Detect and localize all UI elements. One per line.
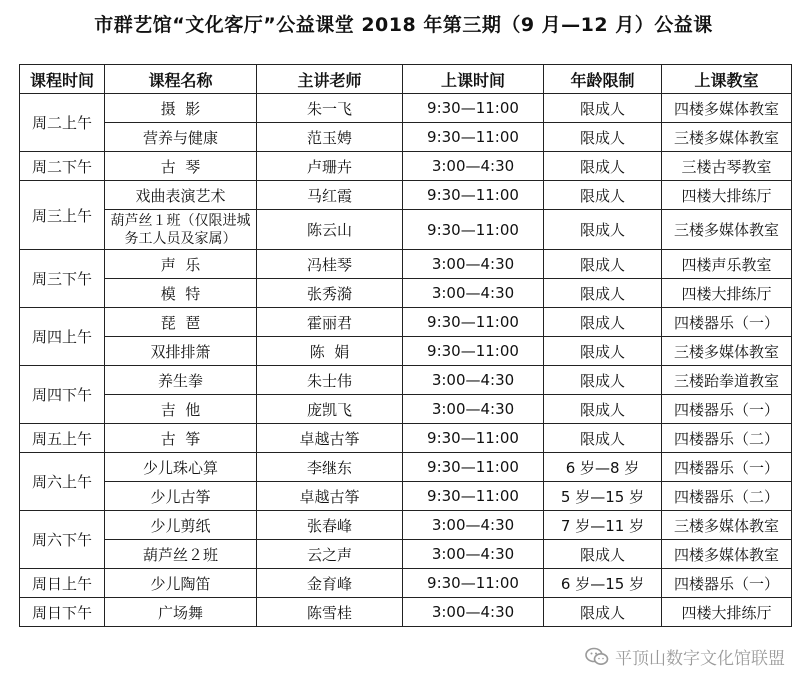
class-time-cell: 9:30—11:00: [403, 337, 544, 366]
course-day-cell: 周六上午: [20, 453, 105, 511]
course-day-cell: 周三下午: [20, 250, 105, 308]
table-row: [20, 210, 792, 250]
watermark: [585, 644, 785, 669]
course-name-cell: 声 乐: [105, 250, 257, 279]
classroom-cell: 四楼器乐（一）: [662, 453, 792, 482]
class-time-cell: 3:00—4:30: [403, 250, 544, 279]
course-day-cell: 周二下午: [20, 152, 105, 181]
teacher-cell: 卓越古筝: [257, 482, 403, 511]
table-row: [20, 511, 792, 540]
table-row: [20, 94, 792, 123]
class-time-cell: 9:30—11:00: [403, 210, 544, 250]
header-cell: 年龄限制: [544, 65, 662, 94]
teacher-cell: 朱一飞: [257, 94, 403, 123]
age-limit-cell: 限成人: [544, 279, 662, 308]
age-limit-cell: 限成人: [544, 395, 662, 424]
header-cell: 主讲老师: [257, 65, 403, 94]
course-name-cell: 琵 琶: [105, 308, 257, 337]
teacher-cell: 张秀漪: [257, 279, 403, 308]
class-time-cell: 9:30—11:00: [403, 308, 544, 337]
class-time-cell: 3:00—4:30: [403, 598, 544, 627]
course-name-cell: 模 特: [105, 279, 257, 308]
table-row: [20, 598, 792, 627]
classroom-cell: 四楼多媒体教室: [662, 540, 792, 569]
header-cell: 课程时间: [20, 65, 105, 94]
classroom-cell: 四楼器乐（一）: [662, 308, 792, 337]
course-day-cell: 周四上午: [20, 308, 105, 366]
teacher-cell: 陈云山: [257, 210, 403, 250]
course-day-cell: 周六下午: [20, 511, 105, 569]
teacher-cell: 卢珊卉: [257, 152, 403, 181]
teacher-cell: 陈雪桂: [257, 598, 403, 627]
course-day-cell: 周日下午: [20, 598, 105, 627]
course-name-cell: 少儿珠心算: [105, 453, 257, 482]
classroom-cell: 三楼多媒体教室: [662, 337, 792, 366]
watermark-text: 平顶山数字文化馆联盟: [615, 649, 785, 669]
age-limit-cell: 限成人: [544, 210, 662, 250]
classroom-cell: 四楼声乐教室: [662, 250, 792, 279]
course-day-cell: 周日上午: [20, 569, 105, 598]
classroom-cell: 四楼器乐（一）: [662, 395, 792, 424]
age-limit-cell: 6 岁—8 岁: [544, 453, 662, 482]
age-limit-cell: 限成人: [544, 250, 662, 279]
classroom-cell: 四楼器乐（一）: [662, 569, 792, 598]
class-time-cell: 9:30—11:00: [403, 482, 544, 511]
age-limit-cell: 限成人: [544, 598, 662, 627]
classroom-cell: 四楼多媒体教室: [662, 94, 792, 123]
age-limit-cell: 限成人: [544, 424, 662, 453]
age-limit-cell: 7 岁—11 岁: [544, 511, 662, 540]
table-row: [20, 395, 792, 424]
course-name-cell: 养生拳: [105, 366, 257, 395]
course-name-cell: 少儿剪纸: [105, 511, 257, 540]
course-name-cell: 吉 他: [105, 395, 257, 424]
age-limit-cell: 限成人: [544, 366, 662, 395]
teacher-cell: 马红霞: [257, 181, 403, 210]
class-time-cell: 3:00—4:30: [403, 511, 544, 540]
teacher-cell: 冯桂琴: [257, 250, 403, 279]
table-header-row: [20, 65, 792, 94]
teacher-cell: 陈 娟: [257, 337, 403, 366]
class-time-cell: 3:00—4:30: [403, 366, 544, 395]
teacher-cell: 朱士伟: [257, 366, 403, 395]
course-day-cell: 周五上午: [20, 424, 105, 453]
teacher-cell: 云之声: [257, 540, 403, 569]
table-row: [20, 366, 792, 395]
age-limit-cell: 限成人: [544, 152, 662, 181]
course-name-cell: 葫芦丝１班（仅限进城务工人员及家属）: [105, 210, 257, 250]
age-limit-cell: 限成人: [544, 308, 662, 337]
teacher-cell: 庞凯飞: [257, 395, 403, 424]
class-time-cell: 9:30—11:00: [403, 453, 544, 482]
course-name-cell: 摄 影: [105, 94, 257, 123]
age-limit-cell: 限成人: [544, 123, 662, 152]
table-row: [20, 569, 792, 598]
age-limit-cell: 5 岁—15 岁: [544, 482, 662, 511]
age-limit-cell: 限成人: [544, 181, 662, 210]
class-time-cell: 3:00—4:30: [403, 540, 544, 569]
table-row: [20, 123, 792, 152]
age-limit-cell: 6 岁—15 岁: [544, 569, 662, 598]
course-name-cell: 少儿陶笛: [105, 569, 257, 598]
course-name-cell: 古 琴: [105, 152, 257, 181]
class-time-cell: 9:30—11:00: [403, 123, 544, 152]
classroom-cell: 三楼古琴教室: [662, 152, 792, 181]
table-row: [20, 250, 792, 279]
teacher-cell: 范玉娉: [257, 123, 403, 152]
course-name-cell: 双排排箫: [105, 337, 257, 366]
header-cell: 上课教室: [662, 65, 792, 94]
header-cell: 课程名称: [105, 65, 257, 94]
table-row: [20, 424, 792, 453]
wechat-icon: [585, 647, 609, 667]
classroom-cell: 四楼大排练厅: [662, 181, 792, 210]
class-time-cell: 9:30—11:00: [403, 94, 544, 123]
classroom-cell: 三楼跆拳道教室: [662, 366, 792, 395]
class-time-cell: 9:30—11:00: [403, 181, 544, 210]
teacher-cell: 金育峰: [257, 569, 403, 598]
class-time-cell: 3:00—4:30: [403, 279, 544, 308]
table-row: [20, 152, 792, 181]
table-row: [20, 482, 792, 511]
teacher-cell: 霍丽君: [257, 308, 403, 337]
classroom-cell: 三楼多媒体教室: [662, 511, 792, 540]
classroom-cell: 四楼器乐（二）: [662, 424, 792, 453]
table-row: [20, 279, 792, 308]
table-row: [20, 337, 792, 366]
class-time-cell: 3:00—4:30: [403, 152, 544, 181]
course-name-cell: 广场舞: [105, 598, 257, 627]
course-day-cell: 周四下午: [20, 366, 105, 424]
teacher-cell: 李继东: [257, 453, 403, 482]
header-cell: 上课时间: [403, 65, 544, 94]
table-row: [20, 308, 792, 337]
course-name-cell: 营养与健康: [105, 123, 257, 152]
page-title: 市群艺馆“文化客厅”公益课堂 2018 年第三期（9 月—12 月）公益课: [94, 14, 713, 36]
classroom-cell: 三楼多媒体教室: [662, 123, 792, 152]
course-name-cell: 葫芦丝２班: [105, 540, 257, 569]
course-name-cell: 古 筝: [105, 424, 257, 453]
age-limit-cell: 限成人: [544, 94, 662, 123]
course-name-cell: 戏曲表演艺术: [105, 181, 257, 210]
course-schedule-table: [19, 64, 792, 627]
course-name-cell: 少儿古筝: [105, 482, 257, 511]
classroom-cell: 四楼大排练厅: [662, 598, 792, 627]
teacher-cell: 张春峰: [257, 511, 403, 540]
table-row: [20, 453, 792, 482]
age-limit-cell: 限成人: [544, 337, 662, 366]
table-row: [20, 181, 792, 210]
age-limit-cell: 限成人: [544, 540, 662, 569]
class-time-cell: 9:30—11:00: [403, 569, 544, 598]
table-row: [20, 540, 792, 569]
classroom-cell: 四楼器乐（二）: [662, 482, 792, 511]
teacher-cell: 卓越古筝: [257, 424, 403, 453]
course-day-cell: 周三上午: [20, 181, 105, 250]
classroom-cell: 三楼多媒体教室: [662, 210, 792, 250]
classroom-cell: 四楼大排练厅: [662, 279, 792, 308]
class-time-cell: 3:00—4:30: [403, 395, 544, 424]
class-time-cell: 9:30—11:00: [403, 424, 544, 453]
course-day-cell: 周二上午: [20, 94, 105, 152]
